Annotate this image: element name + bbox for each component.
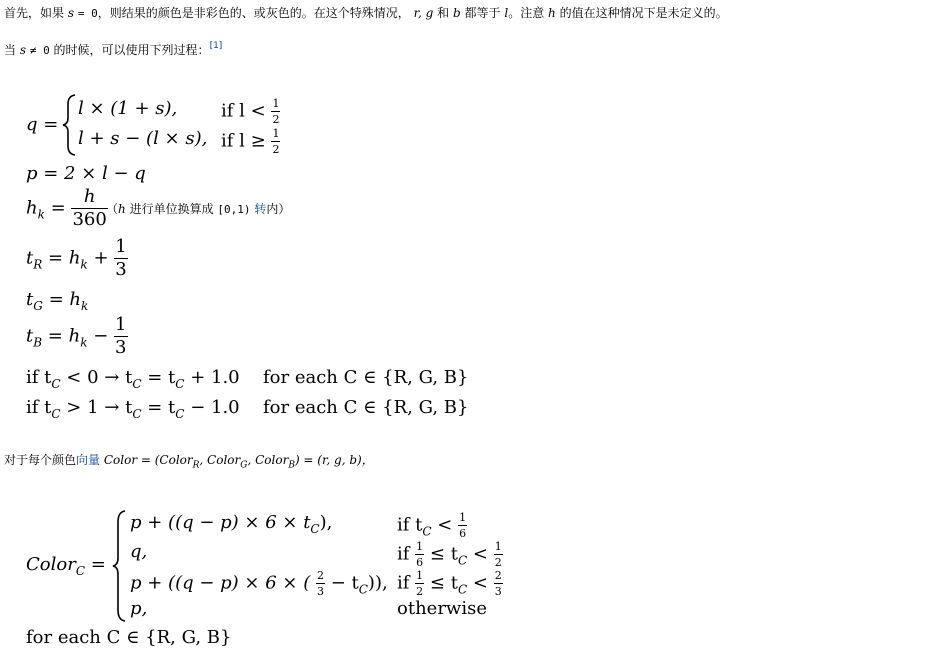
equation-tb: $t_B = h_k$ − $\frac{1}{3}$ bbox=[26, 314, 127, 358]
fraction: $\frac{1}{2}$ bbox=[272, 97, 280, 126]
color-case-3: p + ((q − p) × 6 × ( $\frac{2}{3}$ − $t_C$)), bbox=[130, 569, 388, 598]
fraction: $\frac{2}{3}$ bbox=[494, 569, 502, 598]
equation-wrap-low-foreach: for each C ∈ {R, G, B} bbox=[263, 367, 469, 388]
convert-link[interactable]: 转 bbox=[254, 202, 267, 216]
equation-tg: $t_G = h_k$ bbox=[26, 289, 89, 313]
equation-q-lhs: q = bbox=[26, 114, 59, 135]
equation-q-case2-cond: if l ≥ $\frac{1}{2}$ bbox=[221, 127, 280, 156]
fraction: $\frac{1}{6}$ bbox=[459, 511, 467, 540]
color-case-4: p, bbox=[130, 598, 148, 619]
color-vector-paragraph: 对于每个颜色向量 Color = (Color$_R$, Color$_G$, Color$_B$) = (r, g, b)， bbox=[4, 453, 374, 471]
equation-wrap-low: if $t_C < 0 \to t_C = t_C + 1.0$ bbox=[26, 367, 240, 391]
vector-link[interactable]: 向量 bbox=[76, 453, 101, 467]
color-case-4-cond: otherwise bbox=[397, 598, 487, 619]
fraction: $\frac{2}{3}$ bbox=[316, 569, 324, 598]
equation-tr: $t_R = h_k$ + $\frac{1}{3}$ bbox=[26, 236, 127, 280]
fraction: $\frac{1}{3}$ bbox=[115, 236, 127, 280]
equation-p: p = 2 × l − q bbox=[26, 163, 146, 184]
equation-wrap-high-foreach: for each C ∈ {R, G, B} bbox=[263, 397, 469, 418]
brace-q bbox=[62, 94, 78, 156]
equation-foreach: for each C ∈ {R, G, B} bbox=[26, 627, 232, 648]
equation-q-case2: l + s − (l × s), bbox=[78, 128, 208, 149]
unit-conversion-note: （h 进行单位换算成 [0,1) 转内） bbox=[106, 202, 291, 216]
color-case-3-cond: if $\frac{1}{2}$ ≤ $t_C$ < $\frac{2}{3}$ bbox=[397, 569, 502, 598]
color-case-1: $p + ((q - p) \times 6 \times t_C)$, bbox=[130, 512, 333, 536]
fraction: $\frac{h}{360}$ bbox=[72, 186, 107, 230]
fraction: $\frac{1}{6}$ bbox=[416, 540, 424, 569]
intro-paragraph: 首先，如果 s = 0，则结果的颜色是非彩色的、或灰色的。在这个特殊情况， r, g 和 b 都等于 l。注意 h 的值在这种情况下是未定义的。 bbox=[4, 6, 728, 20]
fraction: $\frac{1}{2}$ bbox=[494, 540, 502, 569]
condition-paragraph: 当 s ≠ 0 的时候，可以使用下列过程：[1] bbox=[4, 41, 223, 57]
fraction: $\frac{1}{2}$ bbox=[272, 127, 280, 156]
equation-wrap-high: if $t_C > 1 \to t_C = t_C - 1.0$ bbox=[26, 397, 240, 421]
color-case-1-cond: if $t_C$ < $\frac{1}{6}$ bbox=[397, 511, 467, 540]
fraction: $\frac{1}{3}$ bbox=[115, 314, 127, 358]
equation-color-lhs: Color$_C$ = bbox=[26, 554, 106, 578]
equation-hk: $h_k$ = $\frac{h}{360}$ bbox=[26, 186, 107, 230]
equation-q-case1-cond: if l < $\frac{1}{2}$ bbox=[221, 97, 280, 126]
reference-link[interactable]: [1] bbox=[209, 41, 223, 51]
equation-q-case1: l × (1 + s), bbox=[78, 98, 178, 119]
brace-color bbox=[112, 510, 128, 622]
color-case-2-cond: if $\frac{1}{6}$ ≤ $t_C$ < $\frac{1}{2}$ bbox=[397, 540, 502, 569]
fraction: $\frac{1}{2}$ bbox=[416, 569, 424, 598]
color-case-2: q, bbox=[130, 541, 148, 562]
